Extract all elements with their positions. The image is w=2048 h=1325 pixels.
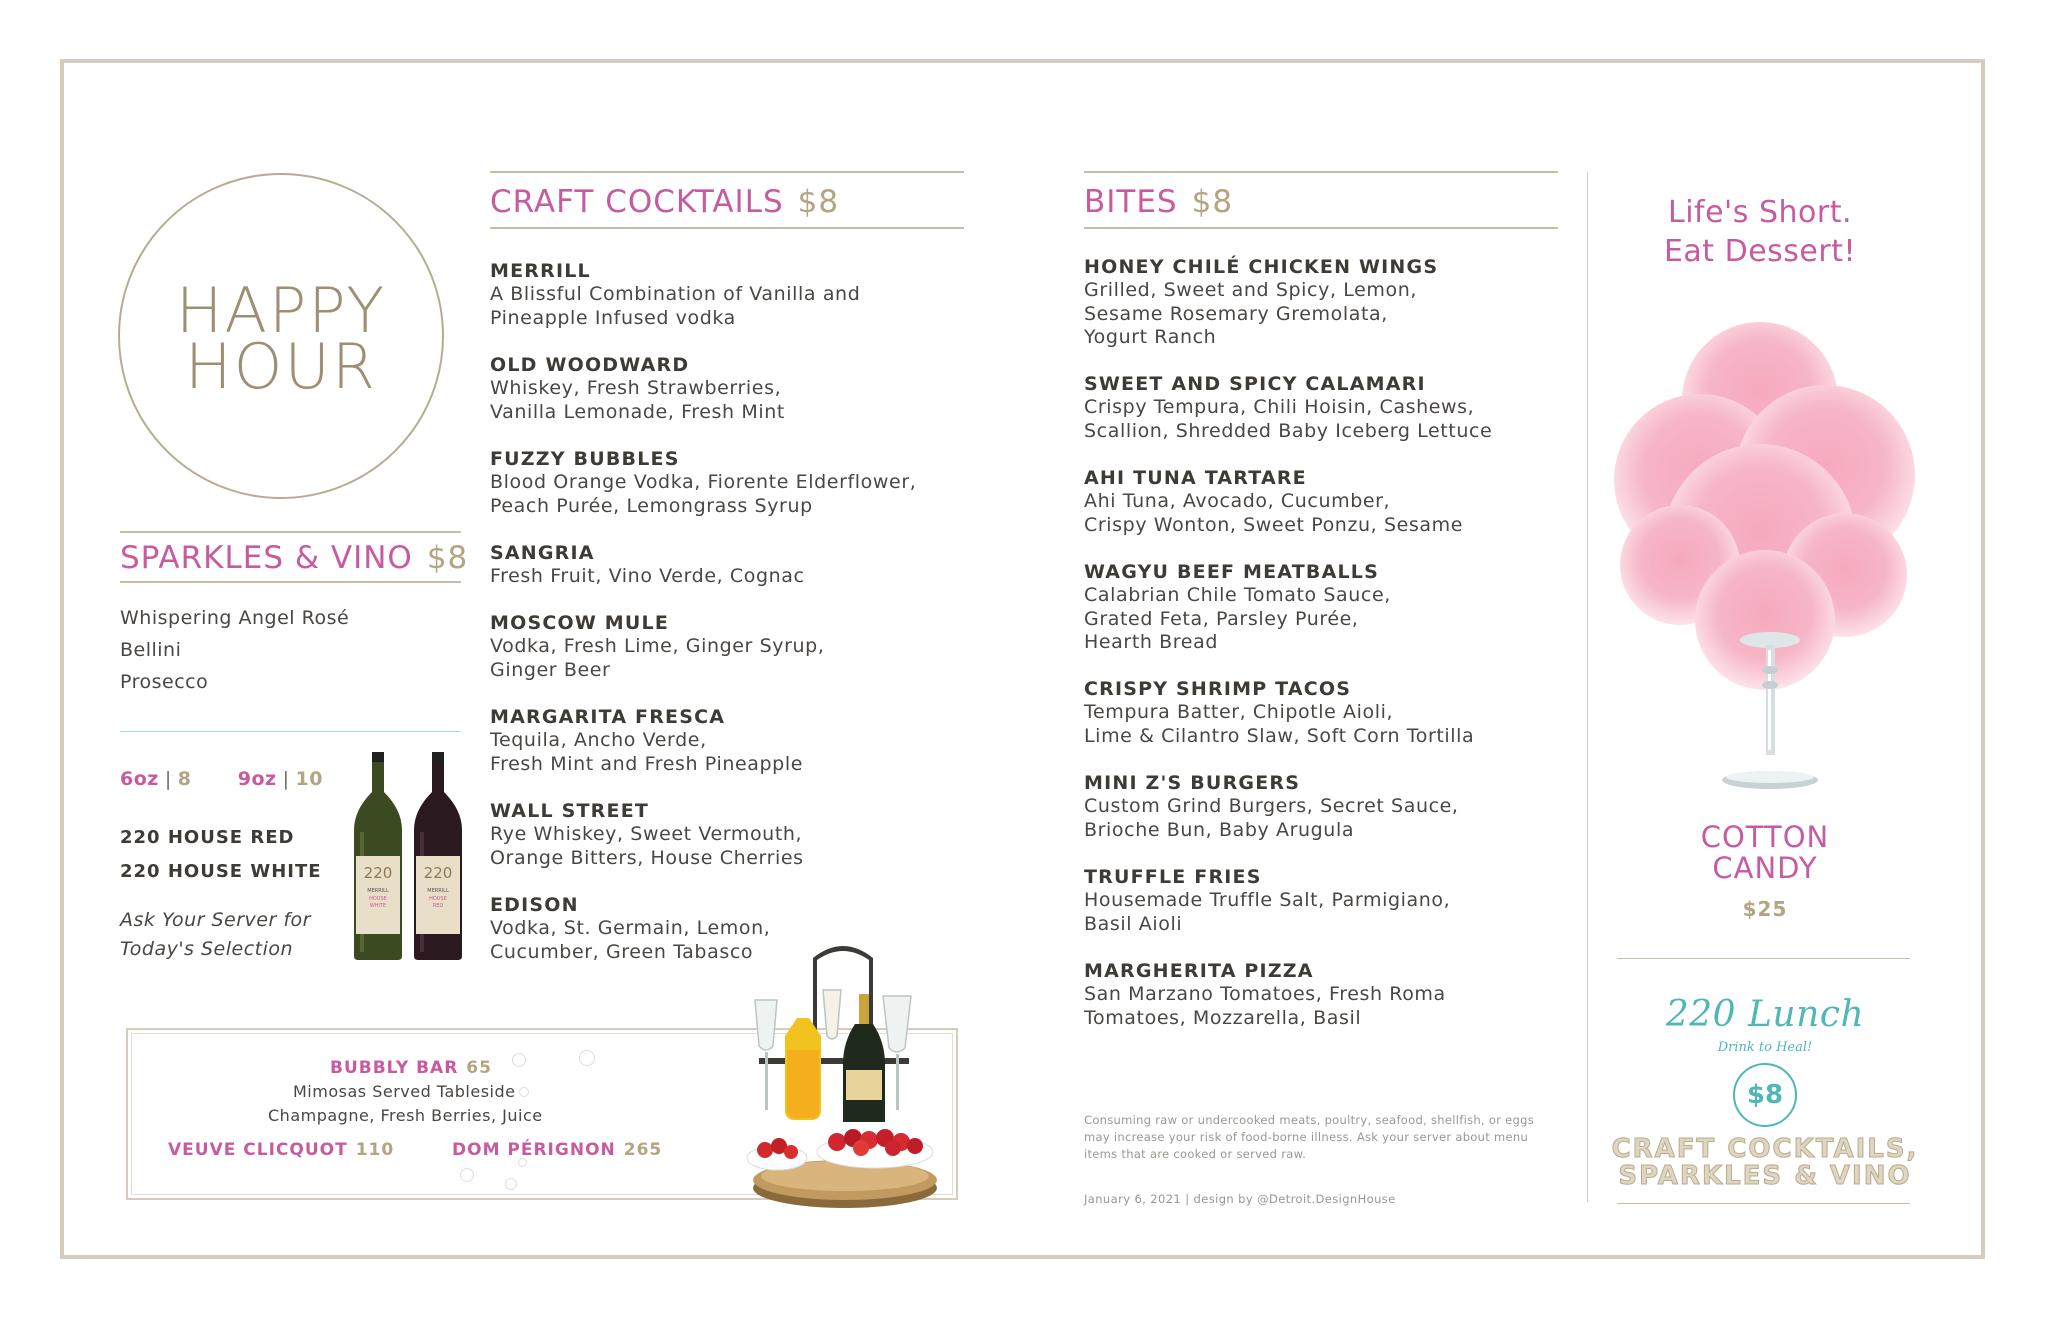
item-description: Whiskey, Fresh Strawberries, Vanilla Lemonade, Fresh Mint bbox=[490, 377, 785, 423]
sparkles-divider bbox=[120, 731, 461, 732]
lunch-top-rule bbox=[1617, 958, 1910, 959]
bubble-decoration bbox=[579, 1050, 595, 1066]
bite-item bbox=[1084, 466, 1554, 537]
bubbly-bar-price: 65 bbox=[466, 1058, 492, 1078]
item-name: EDISON bbox=[490, 894, 579, 916]
cotton-line2: CANDY bbox=[1712, 851, 1818, 885]
bubble-decoration bbox=[460, 1168, 474, 1182]
item-description: Housemade Truffle Salt, Parmigiano, Basil Aioli bbox=[1084, 889, 1451, 935]
food-safety-disclaimer: Consuming raw or undercooked meats, poultry, seafood, shellfish, or eggs may increase your risk of food-borne illness. Ask your server about menu items that are cooked or served raw. bbox=[1084, 1113, 1535, 1161]
size-separator: | bbox=[282, 768, 290, 790]
cotton-candy-name bbox=[1620, 822, 1910, 884]
cocktail-item bbox=[490, 353, 960, 424]
size-6oz: 6oz bbox=[120, 768, 159, 790]
item-description: Grilled, Sweet and Spicy, Lemon, Sesame Rosemary Gremolata, Yogurt Ranch bbox=[1084, 279, 1417, 348]
lunch-bottom-rule bbox=[1617, 1203, 1910, 1204]
sparkles-price: $8 bbox=[426, 540, 469, 576]
cocktails-title: CRAFT COCKTAILS bbox=[490, 184, 784, 220]
bite-item bbox=[1084, 959, 1554, 1030]
ask-line2: Today's Selection bbox=[120, 938, 294, 960]
item-name: CRISPY SHRIMP TACOS bbox=[1084, 678, 1352, 700]
design-credit: January 6, 2021 | design by @Detroit.DesignHouse bbox=[1084, 1192, 1396, 1206]
cocktail-item bbox=[490, 541, 960, 589]
bottle-label-text: RED bbox=[432, 903, 444, 909]
champagne-caddy-image bbox=[725, 940, 957, 1215]
cocktails-bottom-rule bbox=[490, 227, 964, 229]
white-wine-bottle-image bbox=[352, 752, 404, 960]
bites-title: BITES bbox=[1084, 184, 1178, 220]
cotton-line1: COTTON bbox=[1700, 820, 1830, 854]
house-white: 220 HOUSE WHITE bbox=[120, 861, 322, 882]
bite-item bbox=[1084, 560, 1554, 655]
bottle-label-text: MERRILL bbox=[427, 888, 449, 894]
size-separator: | bbox=[164, 768, 172, 790]
bubble-decoration bbox=[512, 1053, 526, 1067]
list-item: Whispering Angel Rosé bbox=[120, 607, 350, 629]
red-wine-bottle-image bbox=[412, 752, 464, 960]
item-description: Crispy Tempura, Chili Hoisin, Cashews, Scallion, Shredded Baby Iceberg Lettuce bbox=[1084, 396, 1493, 442]
bite-item bbox=[1084, 677, 1554, 748]
dom-name: DOM PÉRIGNON bbox=[452, 1140, 616, 1160]
cocktail-item bbox=[490, 611, 960, 682]
bottle-label-text: MERRILL bbox=[367, 888, 389, 894]
item-description: San Marzano Tomatoes, Fresh Roma Tomatoes, Mozzarella, Basil bbox=[1084, 983, 1446, 1029]
sparkles-bottom-rule bbox=[120, 581, 461, 583]
ask-server-note bbox=[120, 906, 311, 964]
item-description: Ahi Tuna, Avocado, Cucumber, Crispy Wonton, Sweet Ponzu, Sesame bbox=[1084, 490, 1464, 536]
item-description: A Blissful Combination of Vanilla and Pineapple Infused vodka bbox=[490, 283, 861, 329]
list-item: Prosecco bbox=[120, 671, 209, 693]
item-name: TRUFFLE FRIES bbox=[1084, 866, 1262, 888]
bottle-label-text: HOUSE bbox=[429, 896, 447, 902]
bottle-label-text: WHITE bbox=[369, 903, 387, 909]
item-name: SWEET AND SPICY CALAMARI bbox=[1084, 373, 1426, 395]
cocktails-top-rule bbox=[490, 171, 964, 173]
bites-price: $8 bbox=[1191, 184, 1234, 220]
item-name: FUZZY BUBBLES bbox=[490, 448, 680, 470]
house-red: 220 HOUSE RED bbox=[120, 827, 295, 848]
cotton-candy-price: $25 bbox=[1742, 897, 1788, 921]
bite-item bbox=[1084, 865, 1554, 936]
lunch-price-badge: $8 bbox=[1733, 1063, 1797, 1127]
happy-hour-line2: HOUR bbox=[185, 330, 377, 403]
cocktail-item bbox=[490, 447, 960, 518]
lunch-subtitle: Drink to Heal! bbox=[1717, 1040, 1813, 1055]
lunch-line2: SPARKLES & VINO bbox=[1618, 1161, 1912, 1191]
lunch-footer bbox=[1610, 1136, 1920, 1190]
item-description: Rye Whiskey, Sweet Vermouth, Orange Bitters, House Cherries bbox=[490, 823, 804, 869]
cotton-candy-image bbox=[1590, 290, 1930, 800]
bites-heading bbox=[1084, 184, 1233, 220]
item-description: Tequila, Ancho Verde, Fresh Mint and Fresh Pineapple bbox=[490, 729, 803, 775]
lunch-line1: CRAFT COCKTAILS, bbox=[1611, 1134, 1919, 1164]
cocktails-price: $8 bbox=[797, 184, 840, 220]
item-name: HONEY CHILÉ CHICKEN WINGS bbox=[1084, 256, 1439, 278]
bubble-decoration bbox=[505, 1178, 517, 1190]
item-name: WALL STREET bbox=[490, 800, 650, 822]
item-name: MINI Z'S BURGERS bbox=[1084, 772, 1301, 794]
dessert-tagline bbox=[1610, 193, 1910, 271]
item-name: MOSCOW MULE bbox=[490, 612, 670, 634]
happy-hour-title bbox=[118, 274, 444, 403]
item-name: MARGARITA FRESCA bbox=[490, 706, 726, 728]
veuve-price: 110 bbox=[355, 1140, 395, 1160]
bubbly-line1: Mimosas Served Tableside bbox=[293, 1082, 516, 1101]
item-name: AHI TUNA TARTARE bbox=[1084, 467, 1307, 489]
wine-sizes bbox=[120, 768, 323, 790]
item-name: MARGHERITA PIZZA bbox=[1084, 960, 1314, 982]
ask-line1: Ask Your Server for bbox=[120, 909, 311, 931]
sparkles-title: SPARKLES & VINO bbox=[120, 540, 413, 576]
dessert-line2: Eat Dessert! bbox=[1663, 234, 1857, 269]
item-description: Custom Grind Burgers, Secret Sauce, Brioche Bun, Baby Arugula bbox=[1084, 795, 1459, 841]
item-description: Calabrian Chile Tomato Sauce, Grated Feta, Parsley Purée, Hearth Bread bbox=[1084, 584, 1391, 653]
item-description: Vodka, Fresh Lime, Ginger Syrup, Ginger Beer bbox=[490, 635, 825, 681]
bubbly-line2: Champagne, Fresh Berries, Juice bbox=[268, 1106, 543, 1125]
bottle-label-num: 220 bbox=[363, 864, 393, 882]
sparkles-list bbox=[120, 602, 349, 698]
bite-item bbox=[1084, 771, 1554, 842]
bites-bottom-rule bbox=[1084, 227, 1558, 229]
item-name: SANGRIA bbox=[490, 542, 595, 564]
item-description: Blood Orange Vodka, Fiorente Elderflower, Peach Purée, Lemongrass Syrup bbox=[490, 471, 917, 517]
bite-item bbox=[1084, 372, 1554, 443]
item-description: Fresh Fruit, Vino Verde, Cognac bbox=[490, 565, 805, 587]
veuve-clicquot bbox=[168, 1140, 394, 1160]
dom-price: 265 bbox=[623, 1140, 663, 1160]
happy-hour-line1: HAPPY bbox=[175, 274, 387, 347]
price-9oz: 10 bbox=[295, 768, 323, 790]
bites-top-rule bbox=[1084, 171, 1558, 173]
cocktail-item bbox=[490, 799, 960, 870]
list-item: Bellini bbox=[120, 639, 182, 661]
bottle-label-text: HOUSE bbox=[369, 896, 387, 902]
bubbly-bar-heading bbox=[330, 1058, 492, 1078]
price-6oz: 8 bbox=[177, 768, 192, 790]
item-name: OLD WOODWARD bbox=[490, 354, 690, 376]
sparkles-top-rule bbox=[120, 531, 461, 533]
dom-perignon bbox=[452, 1140, 662, 1160]
item-description: Tempura Batter, Chipotle Aioli, Lime & Cilantro Slaw, Soft Corn Tortilla bbox=[1084, 701, 1475, 747]
cocktail-item bbox=[490, 705, 960, 776]
dessert-line1: Life's Short. bbox=[1667, 195, 1853, 230]
size-9oz: 9oz bbox=[237, 768, 277, 790]
column-divider bbox=[1587, 172, 1588, 1202]
bubble-decoration bbox=[519, 1087, 529, 1097]
bottle-label-num: 220 bbox=[423, 864, 453, 882]
cocktails-heading bbox=[490, 184, 839, 220]
lunch-title: 220 Lunch bbox=[1665, 994, 1865, 1035]
sparkles-heading bbox=[120, 540, 468, 576]
veuve-name: VEUVE CLICQUOT bbox=[168, 1140, 348, 1160]
item-description: Vodka, St. Germain, Lemon, Cucumber, Green Tabasco bbox=[490, 917, 771, 963]
bubbly-bar-name: BUBBLY BAR bbox=[330, 1058, 459, 1078]
cocktail-item bbox=[490, 259, 960, 330]
bite-item bbox=[1084, 255, 1554, 350]
item-name: WAGYU BEEF MEATBALLS bbox=[1084, 561, 1379, 583]
item-name: MERRILL bbox=[490, 260, 591, 282]
